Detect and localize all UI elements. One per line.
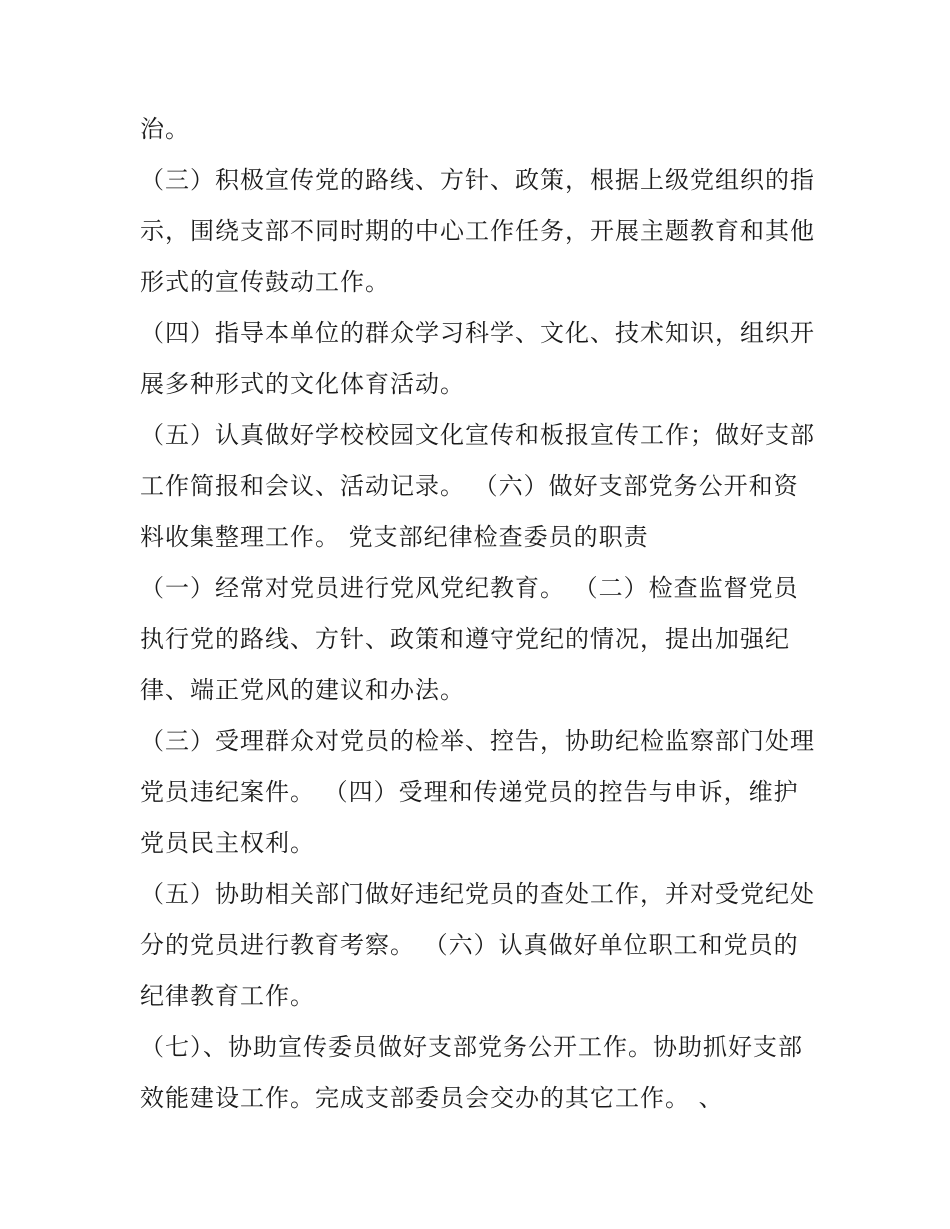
text-line: 效能建设工作。完成支部委员会交办的其它工作。 、 [140,1084,724,1112]
document-body [140,104,830,1124]
text-line: （四）指导本单位的群众学习科学、文化、技术知识，组织开 [140,319,815,347]
text-line: 形式的宣传鼓动工作。 [140,268,390,296]
text-line: 工作简报和会议、活动记录。 （六）做好支部党务公开和资 [140,472,799,500]
text-line: 党员违纪案件。 （四）受理和传递党员的控告与申诉，维护 [140,778,799,806]
text-line: （七）、协助宣传委员做好支部党务公开工作。协助抓好支部 [140,1033,803,1061]
text-line: 党员民主权利。 [140,829,315,857]
text-line: （一）经常对党员进行党风党纪教育。 （二）检查监督党员 [140,574,799,602]
text-line: （五）协助相关部门做好违纪党员的查处工作，并对受党纪处 [140,880,815,908]
text-line: （三）积极宣传党的路线、方针、政策，根据上级党组织的指 [140,166,815,194]
text-line: 纪律教育工作。 [140,982,315,1010]
text-line: 治。 [140,115,190,143]
text-line: 分的党员进行教育考察。 （六）认真做好单位职工和党员的 [140,931,799,959]
text-line: 展多种形式的文化体育活动。 [140,370,465,398]
text-line: 执行党的路线、方针、政策和遵守党纪的情况，提出加强纪 [140,625,790,653]
text-line: 料收集整理工作。 党支部纪律检查委员的职责 [140,523,649,551]
text-line: （五）认真做好学校校园文化宣传和板报宣传工作；做好支部 [140,421,815,449]
text-line: 示，围绕支部不同时期的中心工作任务，开展主题教育和其他 [140,217,815,245]
text-line: （三）受理群众对党员的检举、控告，协助纪检监察部门处理 [140,727,815,755]
text-line: 律、端正党风的建议和办法。 [140,676,465,704]
